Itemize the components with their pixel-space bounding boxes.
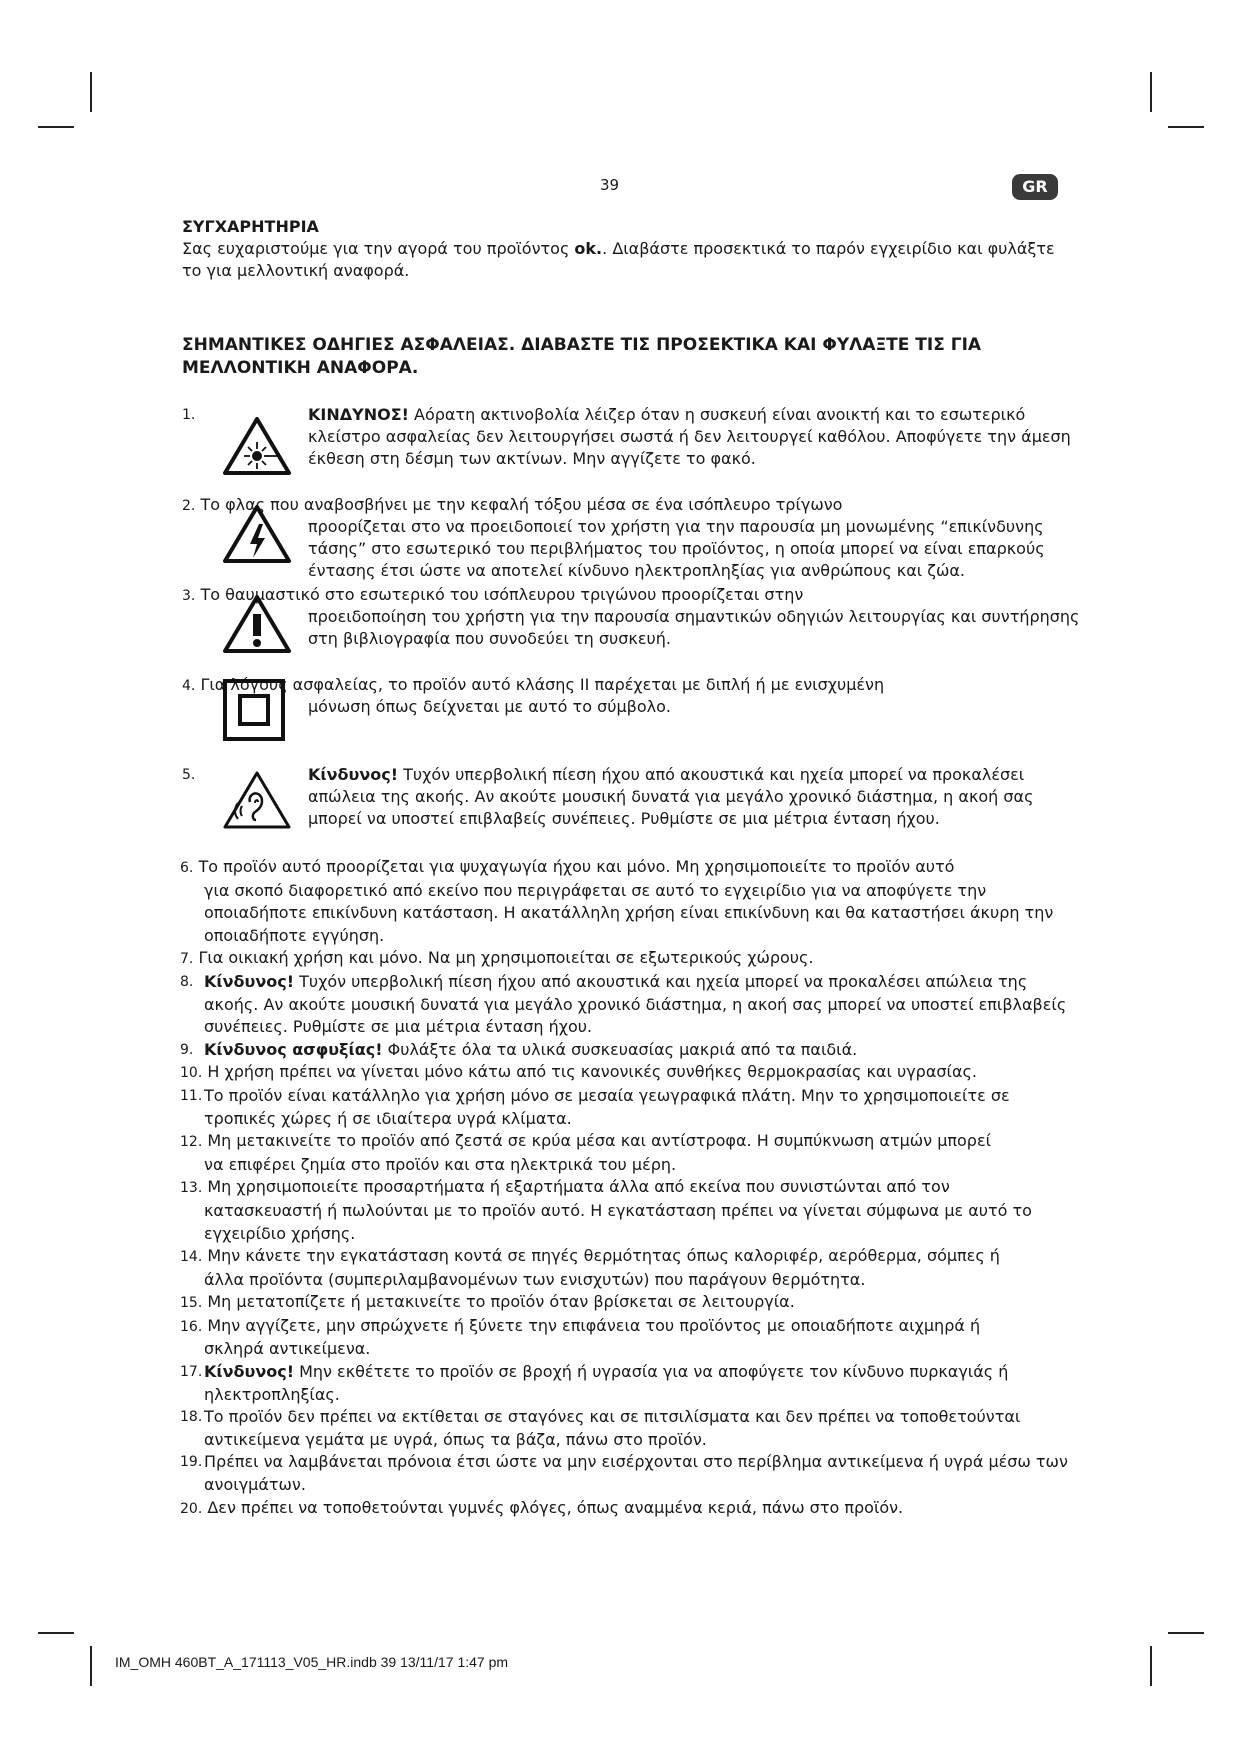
list-item: 18. Το προϊόν δεν πρέπει να εκτίθεται σε σταγόνες και σε πιτσιλίσματα και δεν πρέπει να τοποθετούνται αντικείμενα γεμάτα με υγρά, όπως τα βάζα, πάνω στο προϊόν. (180, 1407, 1021, 1449)
intro-text: Σας ευχαριστούμε για την αγορά του προϊόντος ok.. Διαβάστε προσεκτικά το παρόν εγχειρίδιο και φυλάξτε το για μελλοντική αναφορά. (182, 239, 1055, 280)
crop-mark (90, 1646, 92, 1686)
safety-item-3-text: προειδοποίηση του χρήστη για την παρουσία σημαντικών οδηγιών λειτουργίας και συντήρησης στη βιβλιογραφία που συνοδεύει τη συσκευή. (308, 607, 1080, 648)
safety-item-4-text: μόνωση όπως δείχνεται με αυτό το σύμβολο. (308, 697, 671, 716)
list-item: 8. Κίνδυνος! Τυχόν υπερβολική πίεση ήχου από ακουστικά και ηχεία μπορεί να προκαλέσει απώλεια της ακοής. Αν ακούτε μουσική δυνατά για μεγάλο χρονικό διάστημα, η ακοή σας μπορεί να υποστεί επιβλαβείς συνέπειες. Ρυθμίστε σε μια μέτρια ένταση ήχου. (180, 971, 1067, 1037)
electric-shock-warning-icon (222, 504, 292, 564)
safety-list (180, 856, 1070, 1520)
crop-mark (38, 126, 74, 128)
crop-mark (38, 1632, 74, 1634)
list-item: 20. Δεν πρέπει να τοποθετούνται γυμνές φλόγες, όπως αναμμένα κεριά, πάνω στο προϊόν. (180, 1497, 904, 1517)
safety-item-1-text: ΚΙΝΔΥΝΟΣ! Αόρατη ακτινοβολία λέιζερ όταν η συσκευή είναι ανοικτή και το εσωτερικό κλείστρο ασφαλείας δεν λειτουργήσει σωστά ή δεν λειτουργεί καθόλου. Αποφύγετε την άμεση έκθεση στη δέσμη των ακτίνων. Μην αγγίζετε το φακό. (308, 405, 1071, 468)
list-item: 6. Το προϊόν αυτό προορίζεται για ψυχαγωγία ήχου και μόνο. Μη χρησιμοποιείτε το προϊόν αυτό για σκοπό διαφορετικό από εκείνο που περιγράφεται σε αυτό το εγχειρίδιο για να αποφύγετε την οποιαδήποτε επικίνδυνη κατάσταση. Η ακατάλληλη χρήση είναι επικίνδυνη και θα καταστήσει άκυρη την οποιαδήποτε εγγύηση. (180, 857, 1054, 945)
safety-item-3-lead: 3. Το θαυμαστικό στο εσωτερικό του ισόπλευρου τριγώνου προορίζεται στην (182, 585, 804, 604)
list-item: 12. Μη μετακινείτε το προϊόν από ζεστά σε κρύα μέσα και αντίστροφα. Η συμπύκνωση ατμών μπορεί να επιφέρει ζημία στο προϊόν και στα ηλεκτρικά του μέρη. (180, 1131, 992, 1174)
safety-item-5-text: Κίνδυνος! Τυχόν υπερβολική πίεση ήχου από ακουστικά και ηχεία μπορεί να προκαλέσει απώλεια της ακοής. Αν ακούτε μουσική δυνατά για μεγάλο χρονικό διάστημα, η ακοή σας μπορεί να υποστεί επιβλαβείς συνέπειες. Ρυθμίστε σε μια μέτρια ένταση ήχου. (308, 765, 1034, 828)
list-item: 7. Για οικιακή χρήση και μόνο. Να μη χρησιμοποιείται σε εξωτερικούς χώρους. (180, 948, 814, 968)
list-item: 9. Κίνδυνος ασφυξίας! Φυλάξτε όλα τα υλικά συσκευασίας μακριά από τα παιδιά. (180, 1039, 858, 1059)
hearing-warning-icon (222, 770, 292, 830)
crop-mark (1168, 126, 1204, 128)
safety-item-2-text: προορίζεται στο να προειδοποιεί τον χρήστη για την παρουσία μη μονωμένης “επικίνδυνης τάσης” στο εσωτερικό του περιβλήματος του προϊόντος, η οποία μπορεί να είναι επαρκούς έντασης έτσι ώστε να αποτελεί κίνδυνο ηλεκτροπληξίας για ανθρώπους και ζώα. (308, 517, 1045, 580)
crop-mark (90, 72, 92, 112)
crop-mark (1150, 72, 1152, 112)
list-item: 17. Κίνδυνος! Μην εκθέτετε το προϊόν σε βροχή ή υγρασία για να αποφύγετε τον κίνδυνο πυρκαγιάς ή ηλεκτροπληξίας. (180, 1362, 1009, 1404)
intro-title: ΣΥΓΧΑΡΗΤΗΡΙΑ (182, 217, 319, 236)
list-item: 16. Μην αγγίζετε, μην σπρώχνετε ή ξύνετε την επιφάνεια του προϊόντος με οποιαδήποτε αιχμηρά ή σκληρά αντικείμενα. (180, 1315, 981, 1359)
intro-section (182, 216, 1062, 282)
print-slug: IM_OMH 460BT_A_171113_V05_HR.indb 39 13/11/17 1:47 pm (115, 1654, 509, 1670)
laser-warning-icon (222, 416, 292, 476)
list-item: 11. Το προϊόν είναι κατάλληλο για χρήση μόνο σε μεσαία γεωγραφικά πλάτη. Μην το χρησιμοποιείτε σε τροπικές χώρες ή σε ιδιαίτερα υγρά κλίματα. (180, 1085, 1010, 1128)
list-item: 15. Μη μετατοπίζετε ή μετακινείτε το προϊόν όταν βρίσκεται σε λειτουργία. (180, 1292, 795, 1312)
crop-mark (1150, 1646, 1152, 1686)
safety-item-2-lead: 2. Το φλας που αναβοσβήνει με την κεφαλή τόξου μέσα σε ένα ισόπλευρο τρίγωνο (182, 495, 843, 514)
list-item: 19. Πρέπει να λαμβάνεται πρόνοια έτσι ώστε να μην εισέρχονται στο περίβλημα αντικείμενα ή υγρά μέσω των ανοιγμάτων. (180, 1452, 1068, 1495)
brand-name: ok. (574, 239, 603, 258)
safety-heading: ΣΗΜΑΝΤΙΚΕΣ ΟΔΗΓΙΕΣ ΑΣΦΑΛΕΙΑΣ. ΔΙΑΒΑΣΤΕ ΤΙΣ ΠΡΟΣΕΚΤΙΚΑ ΚΑΙ ΦΥΛΑΞΤΕ ΤΙΣ ΓΙΑ ΜΕΛΛΟΝΤΙΚΗ ΑΝΑΦΟΡΑ. (182, 335, 982, 378)
crop-mark (1168, 1632, 1204, 1634)
page-number: 39 (600, 176, 620, 194)
exclamation-warning-icon (222, 594, 292, 654)
language-badge: GR (1012, 174, 1058, 200)
double-insulation-icon (222, 678, 286, 742)
safety-item-4-lead: 4. Για λόγους ασφαλείας, το προϊόν αυτό κλάσης II παρέχεται με διπλή ή με ενισχυμένη (182, 675, 885, 694)
list-item: 13. Μη χρησιμοποιείτε προσαρτήματα ή εξαρτήματα άλλα από εκείνα που συνιστώνται από τον κατασκευαστή ή πωλούνται με το προϊόν αυτό. Η εγκατάσταση πρέπει να γίνεται σύμφωνα με αυτό το εγχειρίδιο χρήσης. (180, 1177, 1032, 1243)
list-item: 14. Μην κάνετε την εγκατάσταση κοντά σε πηγές θερμότητας όπως καλοριφέρ, αερόθερμα, σόμπες ή άλλα προϊόντα (συμπεριλαμβανομένων των ενισχυτών) που παράγουν θερμότητα. (180, 1246, 1000, 1289)
list-item: 10. Η χρήση πρέπει να γίνεται μόνο κάτω από τις κανονικές συνθήκες θερμοκρασίας και υγρασίας. (180, 1062, 977, 1082)
